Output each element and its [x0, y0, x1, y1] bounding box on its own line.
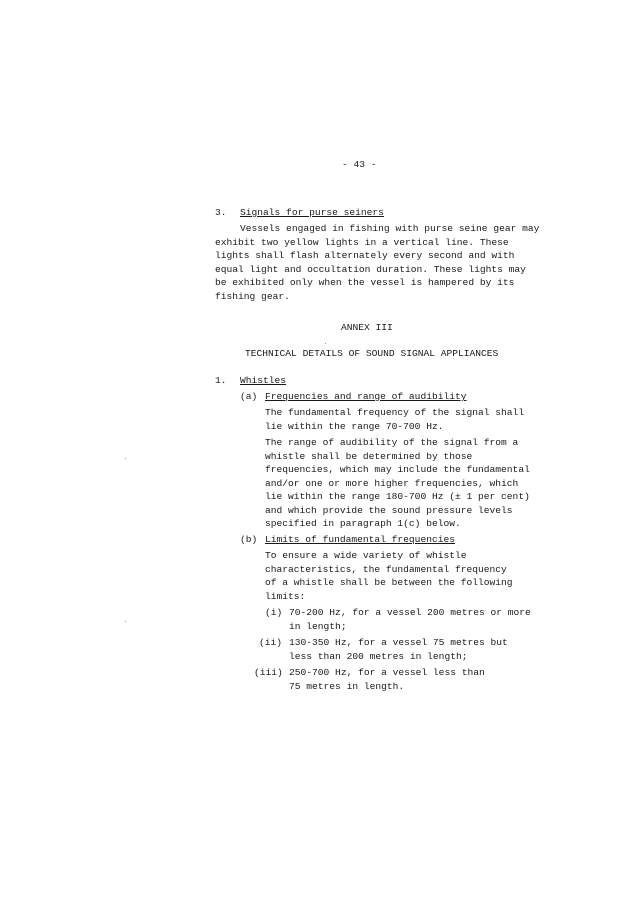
item-i-line: in length;	[289, 620, 347, 632]
section-3-heading: Signals for purse seiners	[240, 207, 384, 218]
annex-title: ANNEX III	[341, 322, 393, 333]
subsection-a-para2-line: and/or one or more higher frequencies, which	[265, 477, 519, 489]
item-iii-label: (iii)	[254, 667, 283, 678]
scan-speck	[325, 343, 326, 344]
subsection-b-label: (b)	[240, 534, 258, 545]
subsection-a-para1-line: lie within the range 70-700 Hz.	[265, 420, 444, 432]
subsection-b-intro-line: limits:	[265, 590, 306, 602]
section-3-number: 3.	[215, 207, 227, 218]
section-3-line: Vessels engaged in fishing with purse seine gear may	[240, 223, 540, 234]
subsection-a-para2-line: and which provide the sound pressure levels	[265, 504, 513, 516]
scan-speck	[125, 621, 126, 622]
subsection-a-para2-line: specified in paragraph 1(c) below.	[265, 518, 461, 529]
item-ii-label: (ii)	[259, 637, 283, 648]
subsection-b-heading: Limits of fundamental frequencies	[265, 534, 455, 545]
subsection-a-heading: Frequencies and range of audibility	[265, 391, 467, 402]
item-i-label: (i)	[265, 607, 283, 618]
section-3-line: exhibit two yellow lights in a vertical line. These	[215, 236, 509, 248]
subsection-a-para2-line: whistle shall be determined by those	[265, 450, 473, 462]
subsection-b-intro-line: characteristics, the fundamental frequency	[265, 563, 507, 575]
item-iii-line: 250-700 Hz, for a vessel less than	[289, 667, 485, 678]
subsection-a-label: (a)	[240, 391, 258, 402]
page-number: - 43 -	[342, 159, 377, 170]
subsection-a-para2-line: frequencies, which may include the fundamental	[265, 464, 530, 475]
section-3-line: lights shall flash alternately every second and with	[215, 250, 515, 261]
whistles-heading: Whistles	[240, 375, 287, 386]
annex-subtitle: TECHNICAL DETAILS OF SOUND SIGNAL APPLIANCES	[245, 348, 499, 359]
item-ii-line: 130-350 Hz, for a vessel 75 metres but	[289, 637, 508, 648]
section-3-line: be exhibited only when the vessel is hampered by its	[215, 277, 515, 288]
subsection-a-para2-line: lie within the range 180-700 Hz (± 1 per cent)	[265, 491, 530, 502]
item-i-line: 70-200 Hz, for a vessel 200 metres or more	[289, 607, 531, 618]
scan-speck	[125, 458, 126, 459]
subsection-a-para2-line: The range of audibility of the signal from a	[265, 437, 519, 448]
item-iii-line: 75 metres in length.	[289, 680, 405, 692]
whistles-number: 1.	[215, 375, 227, 386]
section-3-line: fishing gear.	[215, 290, 290, 302]
subsection-b-intro-line: To ensure a wide variety of whistle	[265, 550, 467, 561]
item-ii-line: less than 200 metres in length;	[289, 650, 468, 662]
section-3-line: equal light and occultation duration. These lights may	[215, 263, 526, 275]
subsection-a-para1-line: The fundamental frequency of the signal shall	[265, 407, 525, 418]
subsection-b-intro-line: of a whistle shall be between the following	[265, 577, 513, 588]
